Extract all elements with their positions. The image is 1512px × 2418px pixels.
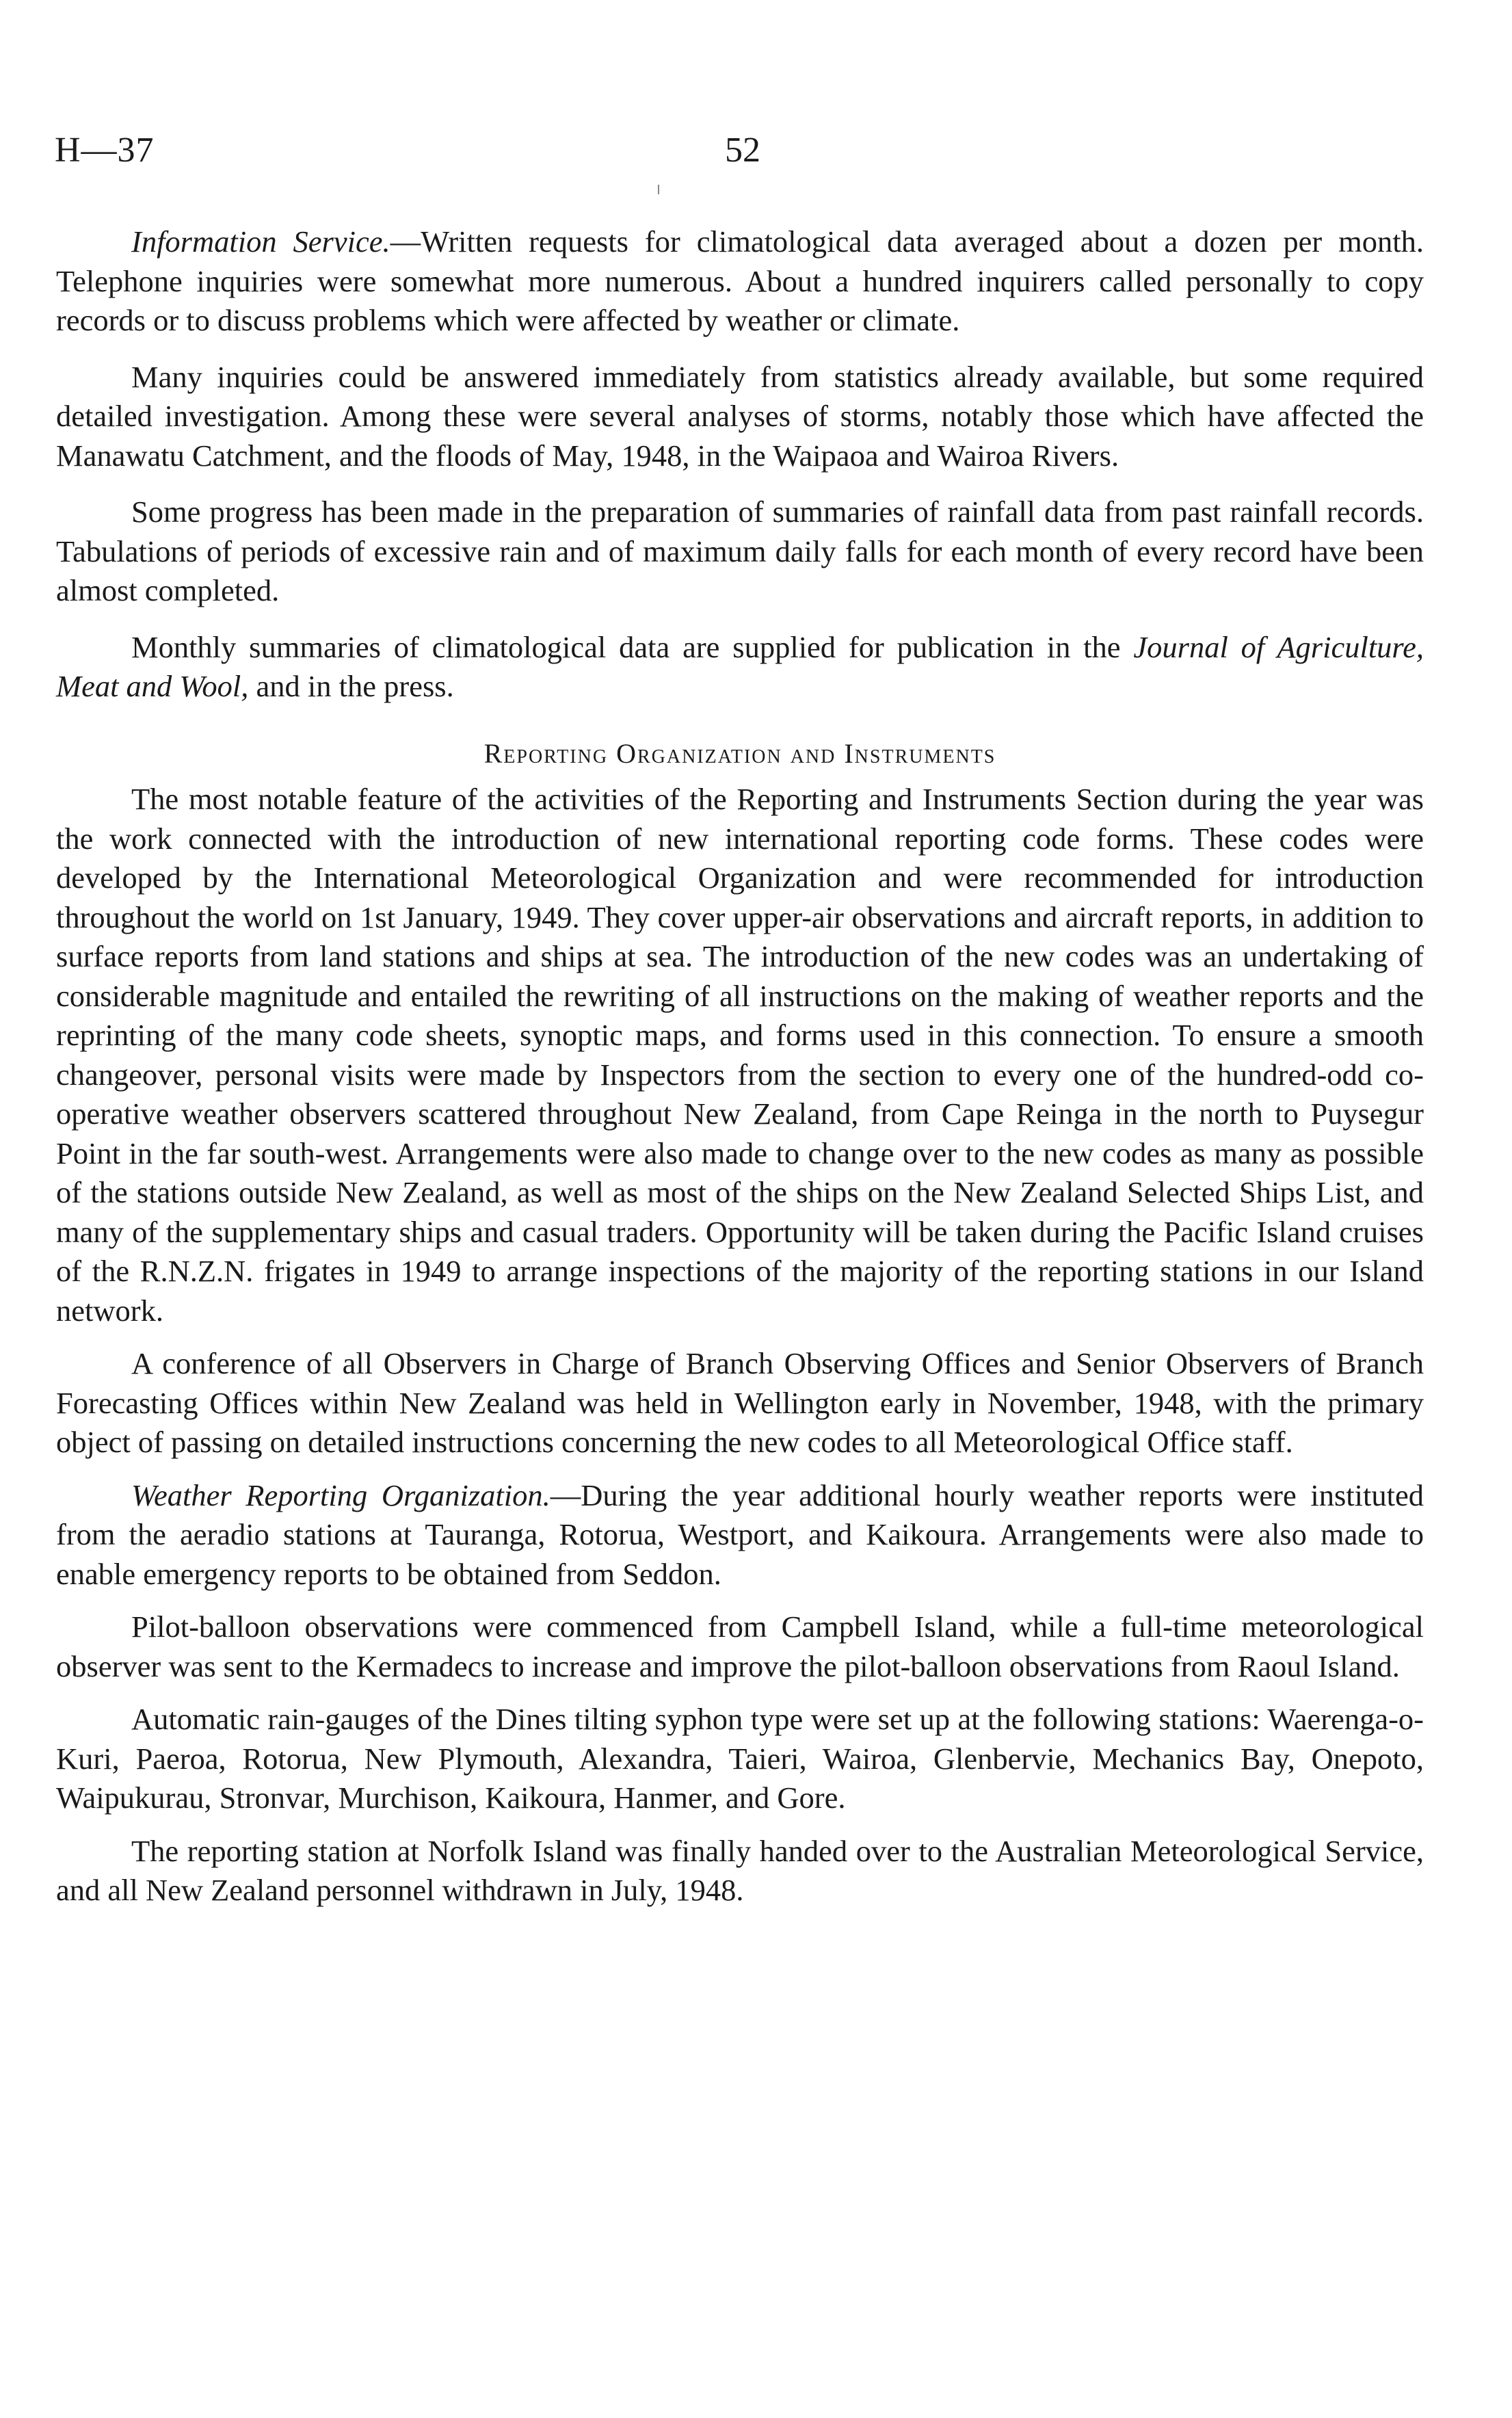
- paragraph-lead-italic: Information Service.: [131, 224, 390, 259]
- paragraph-information-service: [56, 222, 1424, 341]
- paragraph-inquiries: [56, 358, 1424, 476]
- paragraph-international-codes: [56, 780, 1424, 1330]
- paragraph-pilot-balloon: [56, 1607, 1424, 1686]
- paragraph-monthly-summaries: [56, 628, 1424, 707]
- paragraph-text: A conference of all Observers in Charge of Branch Observing Offices and Senior Observers of Branch Forecasting Offices within New Zealand was held in Wellington early in November, 1948, with the primary object of passing on detailed instructions concerning the new codes to all Meteorological Office staff.: [56, 1346, 1424, 1459]
- paragraph-norfolk-island: [56, 1832, 1424, 1910]
- document-code: H—37: [55, 131, 155, 170]
- section-heading: Reporting Organization and Instruments: [483, 737, 996, 769]
- paragraph-text: The most notable feature of the activities of the Reporting and Instruments Section during the year was the work connected with the introduction of new international reporting code forms. These codes were developed by the International Meteorological Organization and were recommended for introduction throughout the world on 1st January, 1949. They cover upper-air observations and aircraft reports, in addition to surface reports from land stations and ships at sea. The introduction of the new codes was an undertaking of considerable magnitude and entailed the rewriting of all instructions on the making of weather reports and the reprinting of the many code sheets, synoptic maps, and forms used in this connection. To ensure a smooth changeover, personal visits were made by Inspectors from the section to every one of the hundred-odd co-operative weather observers scattered throughout New Zealand, from Cape Reinga in the north to Puysegur Point in the far south-west. Arrangements were also made to change over to the new codes as many as possible of the stations outside New Zealand, as well as most of the ships on the New Zealand Selected Ships List, and many of the supplementary ships and casual traders. Opportunity will be taken during the Pacific Island cruises of the R.N.Z.N. frigates in 1949 to arrange inspections of the majority of the reporting stations in our Island network.: [56, 782, 1424, 1328]
- paragraph-text: —During the year additional hourly weather reports were instituted from the aeradio stations at Tauranga, Rotorua, Westport, and Kaikoura. Arrangements were also made to enable emergency reports to be obtained from Seddon.: [56, 1477, 1424, 1591]
- paragraph-weather-reporting: [56, 1476, 1424, 1594]
- paragraph-text: Many inquiries could be answered immediately from statistics already available, but some required detailed investigation. Among these were several analyses of storms, notably those which have affected the Manawatu Catchment, and the floods of May, 1948, in the Waipaoa and Wairoa Rivers.: [56, 359, 1424, 473]
- paragraph-lead-italic: Weather Reporting Organization.: [131, 1477, 551, 1512]
- paragraph-text: The reporting station at Norfolk Island was finally handed over to the Australian Meteorological Service, and all New Zealand personnel withdrawn in July, 1948.: [56, 1833, 1424, 1907]
- paragraph-text: Pilot-balloon observations were commenced from Campbell Island, while a full-time meteorological observer was sent to the Kermadecs to increase and improve the pilot-balloon observations from Raoul Island.: [56, 1609, 1424, 1683]
- journal-title-italic: Journal of Agriculture, Meat and Wool,: [56, 629, 1424, 703]
- paragraph-text: and in the press.: [248, 669, 454, 703]
- paragraph-text: —Written requests for climatological data averaged about a dozen per month. Telephone inquiries were somewhat more numerous. About a hundred inquirers called personally to copy records or to discuss problems which were affected by weather or climate.: [56, 224, 1424, 337]
- paragraph-rainfall-summaries: [56, 492, 1424, 611]
- paragraph-text: Some progress has been made in the preparation of summaries of rainfall data from past rainfall records. Tabulations of periods of excessive rain and of maximum daily falls for each month of every record have been almost completed.: [56, 495, 1424, 607]
- paragraph-conference: [56, 1344, 1424, 1462]
- page-number: 52: [725, 131, 760, 170]
- paragraph-rain-gauges: [56, 1700, 1424, 1818]
- margin-mark: [658, 185, 659, 194]
- paragraph-text: Monthly summaries of climatological data are supplied for publication in the: [131, 629, 1134, 664]
- document-body: [56, 222, 1424, 1924]
- page-header: [55, 130, 1463, 185]
- paragraph-text: Automatic rain-gauges of the Dines tilting syphon type were set up at the following stations: Waerenga-o-Kuri, Paeroa, Rotorua, New Plymouth, Alexandra, Taieri, Wairoa, Glenbervie, Mechanics Bay, Onepoto, Waipukurau, Stronvar, Murchison, Kaikoura, Hanmer, and Gore.: [56, 1702, 1424, 1815]
